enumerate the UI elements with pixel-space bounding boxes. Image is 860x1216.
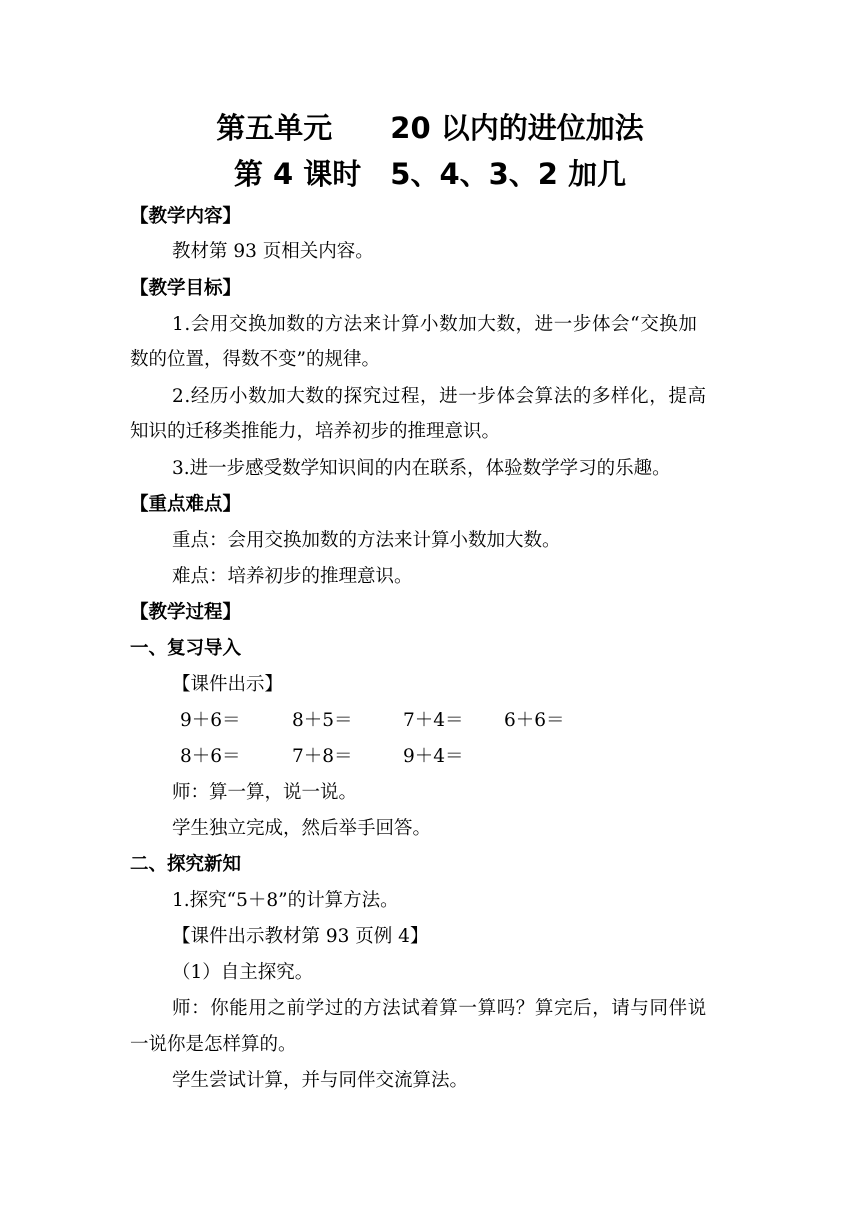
keypoints-heading: 【重点难点】 — [130, 494, 242, 515]
courseware-label: 【课件出示】 — [172, 674, 284, 695]
equation: 7＋8＝ — [292, 746, 353, 767]
teacher-question-line-2: 一说你是怎样算的。 — [130, 1034, 297, 1055]
student-activity: 学生独立完成，然后举手回答。 — [172, 818, 432, 839]
section-1-heading: 一、复习导入 — [130, 638, 242, 659]
equation: 6＋6＝ — [504, 710, 565, 731]
teacher-question-line-1: 师：你能用之前学过的方法试着算一算吗？算完后，请与同伴说 — [172, 998, 707, 1019]
process-heading: 【教学过程】 — [130, 602, 242, 623]
goal-3: 3.进一步感受数学知识间的内在联系，体验数学学习的乐趣。 — [172, 458, 671, 479]
section-2-heading: 二、探究新知 — [130, 854, 242, 875]
sub-step-1: （1）自主探究。 — [172, 962, 314, 983]
equation: 9＋4＝ — [403, 746, 464, 767]
equation: 7＋4＝ — [403, 710, 464, 731]
difficulty-point: 难点：培养初步的推理意识。 — [172, 566, 413, 587]
content-text: 教材第 93 页相关内容。 — [172, 241, 374, 262]
explore-item-1: 1.探究“5＋8”的计算方法。 — [172, 890, 399, 911]
student-exchange: 学生尝试计算，并与同伴交流算法。 — [172, 1070, 469, 1091]
goal-1-line-2: 数的位置，得数不变”的规律。 — [130, 349, 380, 370]
goal-2-line-1: 2.经历小数加大数的探究过程，进一步体会算法的多样化，提高 — [172, 386, 707, 407]
goals-heading: 【教学目标】 — [130, 278, 242, 299]
goal-1-line-1: 1.会用交换加数的方法来计算小数加大数，进一步体会“交换加 — [172, 314, 698, 335]
equation: 8＋6＝ — [180, 746, 241, 767]
lesson-title: 第 4 课时 5、4、3、2 加几 — [233, 157, 627, 191]
content-heading: 【教学内容】 — [130, 206, 242, 227]
unit-title: 第五单元 20 以内的进位加法 — [216, 111, 644, 145]
courseware-example: 【课件出示教材第 93 页例 4】 — [172, 926, 429, 947]
goal-2-line-2: 知识的迁移类推能力，培养初步的推理意识。 — [130, 421, 501, 442]
key-point: 重点：会用交换加数的方法来计算小数加大数。 — [172, 530, 561, 551]
equation: 9＋6＝ — [180, 710, 241, 731]
equation: 8＋5＝ — [292, 710, 353, 731]
teacher-prompt: 师：算一算，说一说。 — [172, 782, 358, 803]
